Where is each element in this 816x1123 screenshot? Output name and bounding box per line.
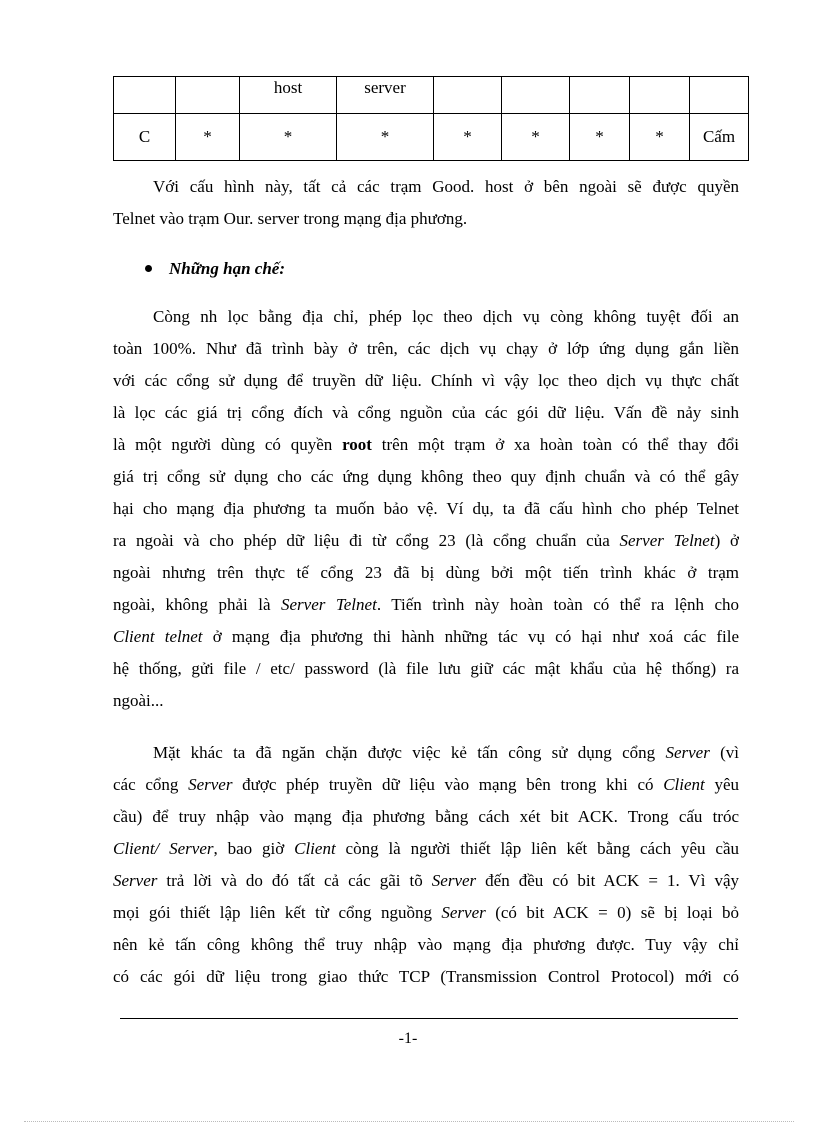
table-cell: *	[337, 114, 434, 161]
text-line: toàn 100%. Như đã trình bày ở trên, các dịch vụ chạy ở lớp ứng dụng gắn liền	[113, 339, 739, 358]
text-line: với các cổng sử dụng để truyền dữ liệu. Chính vì vậy lọc theo dịch vụ thực chất	[113, 371, 739, 390]
text-line: Với cấu hình này, tất cả các trạm Good. host ở bên ngoài sẽ được quyền	[153, 177, 739, 196]
text-run: . Tiến trình này hoàn toàn có thể ra lệnh cho	[376, 595, 739, 614]
table-cell	[630, 77, 690, 114]
table-cell: C	[114, 114, 176, 161]
text-line	[113, 833, 739, 865]
text-run: trả lời và do đó tất cả các gãi tõ	[157, 871, 432, 890]
text-line: là lọc các giá trị cổng đích và cổng nguồn của các gói dữ liệu. Vấn đề nảy sinh	[113, 403, 739, 422]
table-cell	[570, 77, 630, 114]
table-cell	[176, 77, 240, 114]
paragraph-config	[113, 171, 739, 235]
text-line: nên kẻ tấn công không thể truy nhập vào mạng địa phương được. Tuy vậy chỉ	[113, 935, 739, 954]
filter-rule-table	[113, 76, 749, 161]
table-cell: *	[502, 114, 570, 161]
text-run: các cổng	[113, 775, 189, 794]
text-line: giá trị cổng sử dụng cho các ứng dụng không theo quy định chuẩn và có thể gây	[113, 467, 739, 486]
page-number: -1-	[398, 1030, 418, 1047]
page-edge-divider	[24, 1121, 794, 1122]
italic-term: Server Telnet	[619, 531, 715, 550]
text-line: Còng nh lọc bằng địa chỉ, phép lọc theo dịch vụ còng không tuyệt đối an	[153, 307, 739, 326]
text-run: ) ở	[714, 531, 739, 550]
bullet-heading	[145, 253, 285, 285]
italic-term: Server Telnet	[281, 595, 377, 614]
text-line	[113, 525, 739, 557]
text-line: cầu) để truy nhập vào mạng địa phương bằng cách xét bit ACK. Trong cấu tróc	[113, 807, 739, 826]
italic-term: Server	[431, 871, 477, 890]
table-cell	[502, 77, 570, 114]
footer-divider	[120, 1018, 738, 1019]
text-run: trên một trạm ở xa hoàn toàn có thể thay đổi	[371, 435, 739, 454]
paragraph-ack-filtering	[113, 737, 739, 993]
text-line	[113, 429, 739, 461]
italic-term: Client/ Server	[113, 839, 214, 858]
text-run: , bao giờ	[213, 839, 295, 858]
text-run: ra ngoài và cho phép dữ liệu đi từ cổng 23 (là cổng chuẩn của	[113, 531, 620, 550]
table-cell	[114, 77, 176, 114]
text-line: hệ thống, gửi file / etc/ password (là file lưu giữ các mật khẩu của hệ thống) ra	[113, 659, 739, 678]
text-line	[113, 589, 739, 621]
italic-term: Server	[113, 871, 158, 890]
text-line: ngoài...	[113, 691, 164, 710]
text-line	[113, 865, 739, 897]
table-cell	[690, 77, 749, 114]
italic-term: Server	[441, 903, 486, 922]
heading-text: Những hạn chế:	[169, 259, 285, 278]
text-run: yêu	[704, 775, 739, 794]
text-line	[113, 737, 739, 769]
text-run: (có bit ACK = 0) sẽ bị loại bỏ	[485, 903, 739, 922]
text-line	[113, 769, 739, 801]
text-run: Mặt khác ta đã ngăn chặn được việc kẻ tấn công sử dụng cổng	[153, 743, 666, 762]
table-cell: Cấm	[690, 114, 749, 161]
paragraph-limitations	[113, 301, 739, 717]
table-cell: host	[240, 77, 337, 114]
italic-term: Server	[188, 775, 233, 794]
table-cell: *	[176, 114, 240, 161]
table-cell: *	[434, 114, 502, 161]
italic-term: Server	[665, 743, 710, 762]
text-run: được phép truyền dữ liệu vào mạng bên trong khi có	[232, 775, 664, 794]
italic-term: Client	[294, 839, 336, 858]
text-line: có các gói dữ liệu trong giao thức TCP (Transmission Control Protocol) mới có	[113, 967, 739, 986]
text-run: còng là người thiết lập liên kết bằng cách yêu cầu	[335, 839, 739, 858]
table-row	[114, 114, 749, 161]
italic-term: Client	[663, 775, 705, 794]
text-line: hại cho mạng địa phương ta muốn bảo vệ. Ví dụ, ta đã cấu hình cho phép Telnet	[113, 499, 739, 518]
text-run: mọi gói thiết lập liên kết từ cổng nguồng	[113, 903, 442, 922]
text-run: ngoài, không phải là	[113, 595, 282, 614]
text-line	[113, 621, 739, 653]
text-run: là một người dùng có quyền	[113, 435, 343, 454]
table-cell: server	[337, 77, 434, 114]
text-line: Telnet vào trạm Our. server trong mạng địa phương.	[113, 209, 468, 228]
text-run: (vì	[709, 743, 739, 762]
table-cell: *	[240, 114, 337, 161]
bullet-icon	[145, 265, 152, 272]
bold-term: root	[342, 435, 372, 454]
text-run: đến đều có bit ACK = 1. Vì vậy	[476, 871, 739, 890]
table-row	[114, 77, 749, 114]
text-line	[113, 897, 739, 929]
text-line: ngoài nhưng trên thực tế cổng 23 đã bị dùng bởi một tiến trình khác ở trạm	[113, 563, 739, 582]
italic-term: Client telnet	[113, 627, 203, 646]
table-cell: *	[630, 114, 690, 161]
table-cell	[434, 77, 502, 114]
text-run: ở mạng địa phương thi hành những tác vụ có hại như xoá các file	[202, 627, 739, 646]
table-cell: *	[570, 114, 630, 161]
